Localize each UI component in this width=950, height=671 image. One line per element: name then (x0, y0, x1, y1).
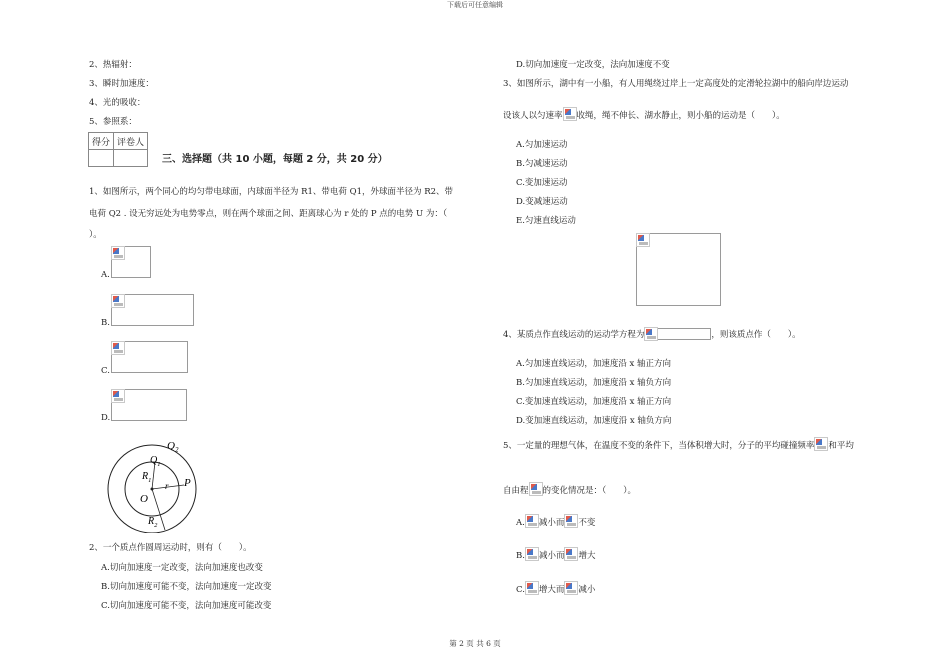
q4-stem-b: ，则该质点作（ ）。 (711, 330, 801, 340)
broken-image-icon (564, 581, 578, 595)
q4-option-a: A.匀加速直线运动，加速度沿 x 轴正方向 (516, 359, 672, 369)
q5-option-a (516, 514, 595, 529)
label-q2: Q (167, 440, 175, 452)
label-p: P (184, 477, 191, 489)
q5-option-a-end: 不变 (578, 518, 596, 528)
q5-option-b-end: 增大 (578, 551, 596, 561)
q1-option-a-label: A. (101, 270, 110, 280)
q3-figure-image (636, 233, 721, 306)
broken-image-icon (529, 482, 543, 496)
concentric-spheres-figure (100, 433, 210, 533)
label-r1-sub: 1 (148, 477, 152, 484)
q3-line1: 3、如图所示，湖中有一小船，有人用绳绕过岸上一定高度处的定滑轮拉湖中的船向岸边运动 (503, 79, 849, 89)
q2-option-b: B.切向加速度可能不变，法向加速度一定改变 (101, 582, 272, 592)
q2-stem: 2、一个质点作圆周运动时，则有（ ）。 (89, 543, 252, 553)
q2-option-a: A.切向加速度一定改变，法向加速度也改变 (101, 563, 263, 573)
q4-option-d: D.变加速直线运动，加速度沿 x 轴负方向 (516, 416, 672, 426)
q3-line2-a: 设该人以匀速率 (503, 111, 563, 121)
q2-option-d: D.切向加速度一定改变，法向加速度不变 (516, 60, 670, 70)
q1-option-a-image (111, 246, 151, 278)
q1-option-b-image (111, 294, 194, 326)
q1-option-d-image (111, 389, 187, 421)
label-r2-sub: 2 (154, 522, 158, 529)
q5-line1-b: 和平均 (828, 441, 854, 451)
grader-cell: 评卷人 (114, 133, 148, 150)
term-reference-frame: 5、参照系： (89, 117, 137, 127)
q3-option-a: A.匀加速运动 (516, 140, 568, 150)
svg-text:R1 (141, 471, 151, 484)
q1-line3: ）。 (89, 230, 102, 240)
label-r1: R (142, 471, 149, 482)
section-title: 三、选择题（共 10 小题，每题 2 分，共 20 分） (162, 154, 388, 165)
label-r: r (165, 481, 169, 491)
q1-option-b-label: B. (101, 318, 110, 328)
term-light-absorption: 4、光的吸收： (89, 98, 146, 108)
broken-image-icon (636, 233, 650, 247)
term-instant-acceleration: 3、瞬时加速度： (89, 79, 154, 89)
q5-line2-b: 的变化情况是：（ ）。 (542, 486, 637, 496)
q4-stem-a: 4、某质点作直线运动的运动学方程为 (503, 330, 645, 340)
q5-line1 (503, 437, 854, 452)
q2-option-c: C.切向加速度可能不变，法向加速度可能改变 (101, 601, 272, 611)
term-heat-radiation: 2、热辐射： (89, 60, 137, 70)
label-q1: Q (150, 455, 158, 466)
broken-image-icon (525, 547, 539, 561)
q3-option-b: B.匀减速运动 (516, 159, 568, 169)
q5-option-a-mid: 减小而 (538, 518, 565, 528)
label-q1-sub: 1 (157, 461, 161, 468)
q3-option-d: D.变减速运动 (516, 197, 568, 207)
q3-line2-b: 收绳，绳不伸长、湖水静止，则小船的运动是（ ）。 (576, 111, 785, 121)
broken-image-icon (644, 327, 658, 341)
broken-image-icon (564, 547, 578, 561)
label-q2-sub: 2 (174, 446, 179, 454)
q1-line2: 电荷 Q2 . 设无穷远处为电势零点，则在两个球面之间、距离球心为 r 处的 P 点的电势 U 为：（ (89, 209, 448, 219)
q4-stem (503, 328, 801, 341)
q5-option-c-mid: 增大而 (538, 585, 565, 595)
q3-line2 (503, 107, 785, 122)
score-blank[interactable] (89, 150, 114, 167)
q5-line1-a: 5、一定量的理想气体，在温度不变的条件下，当体积增大时，分子的平均碰撞频率 (503, 441, 815, 451)
score-table (88, 132, 148, 167)
q5-option-c-label: C. (516, 585, 525, 595)
broken-image-icon (564, 514, 578, 528)
label-r2: R (148, 516, 155, 527)
q3-option-c: C.变加速运动 (516, 178, 568, 188)
q5-option-c (516, 581, 595, 596)
q1-option-d-label: D. (101, 413, 111, 423)
q5-line2 (503, 482, 636, 497)
broken-image-icon (111, 246, 125, 260)
broken-image-icon (111, 294, 125, 308)
q5-option-b-label: B. (516, 551, 525, 561)
page-header: 下载后可任意编辑 (447, 1, 503, 9)
q1-option-c-image (111, 341, 188, 373)
q3-option-e: E.匀速直线运动 (516, 216, 576, 226)
svg-text:Q2 (167, 440, 179, 454)
broken-image-icon (111, 341, 125, 355)
broken-image-icon (111, 389, 125, 403)
q5-option-b-mid: 减小而 (538, 551, 565, 561)
broken-image-icon (525, 514, 539, 528)
q5-option-a-label: A. (516, 518, 525, 528)
broken-image-icon (525, 581, 539, 595)
score-cell: 得分 (89, 133, 114, 150)
q1-option-c-label: C. (101, 366, 110, 376)
svg-text:Q1 (150, 455, 160, 468)
q4-option-c: C.变加速直线运动，加速度沿 x 轴正方向 (516, 397, 672, 407)
grader-blank[interactable] (114, 150, 148, 167)
q1-line1: 1、如图所示，两个同心的均匀带电球面，内球面半径为 R1、带电荷 Q1，外球面半径为 R2、带 (89, 187, 454, 197)
label-o: O (140, 493, 148, 505)
q5-option-c-end: 减小 (578, 585, 596, 595)
q4-equation-image (644, 328, 711, 340)
broken-image-icon (563, 107, 577, 121)
svg-text:R2 (147, 516, 158, 529)
page-footer: 第 2 页 共 6 页 (449, 639, 501, 648)
q5-option-b (516, 547, 595, 562)
broken-image-icon (814, 437, 828, 451)
q4-option-b: B.匀加速直线运动，加速度沿 x 轴负方向 (516, 378, 672, 388)
q5-line2-a: 自由程 (503, 486, 529, 496)
